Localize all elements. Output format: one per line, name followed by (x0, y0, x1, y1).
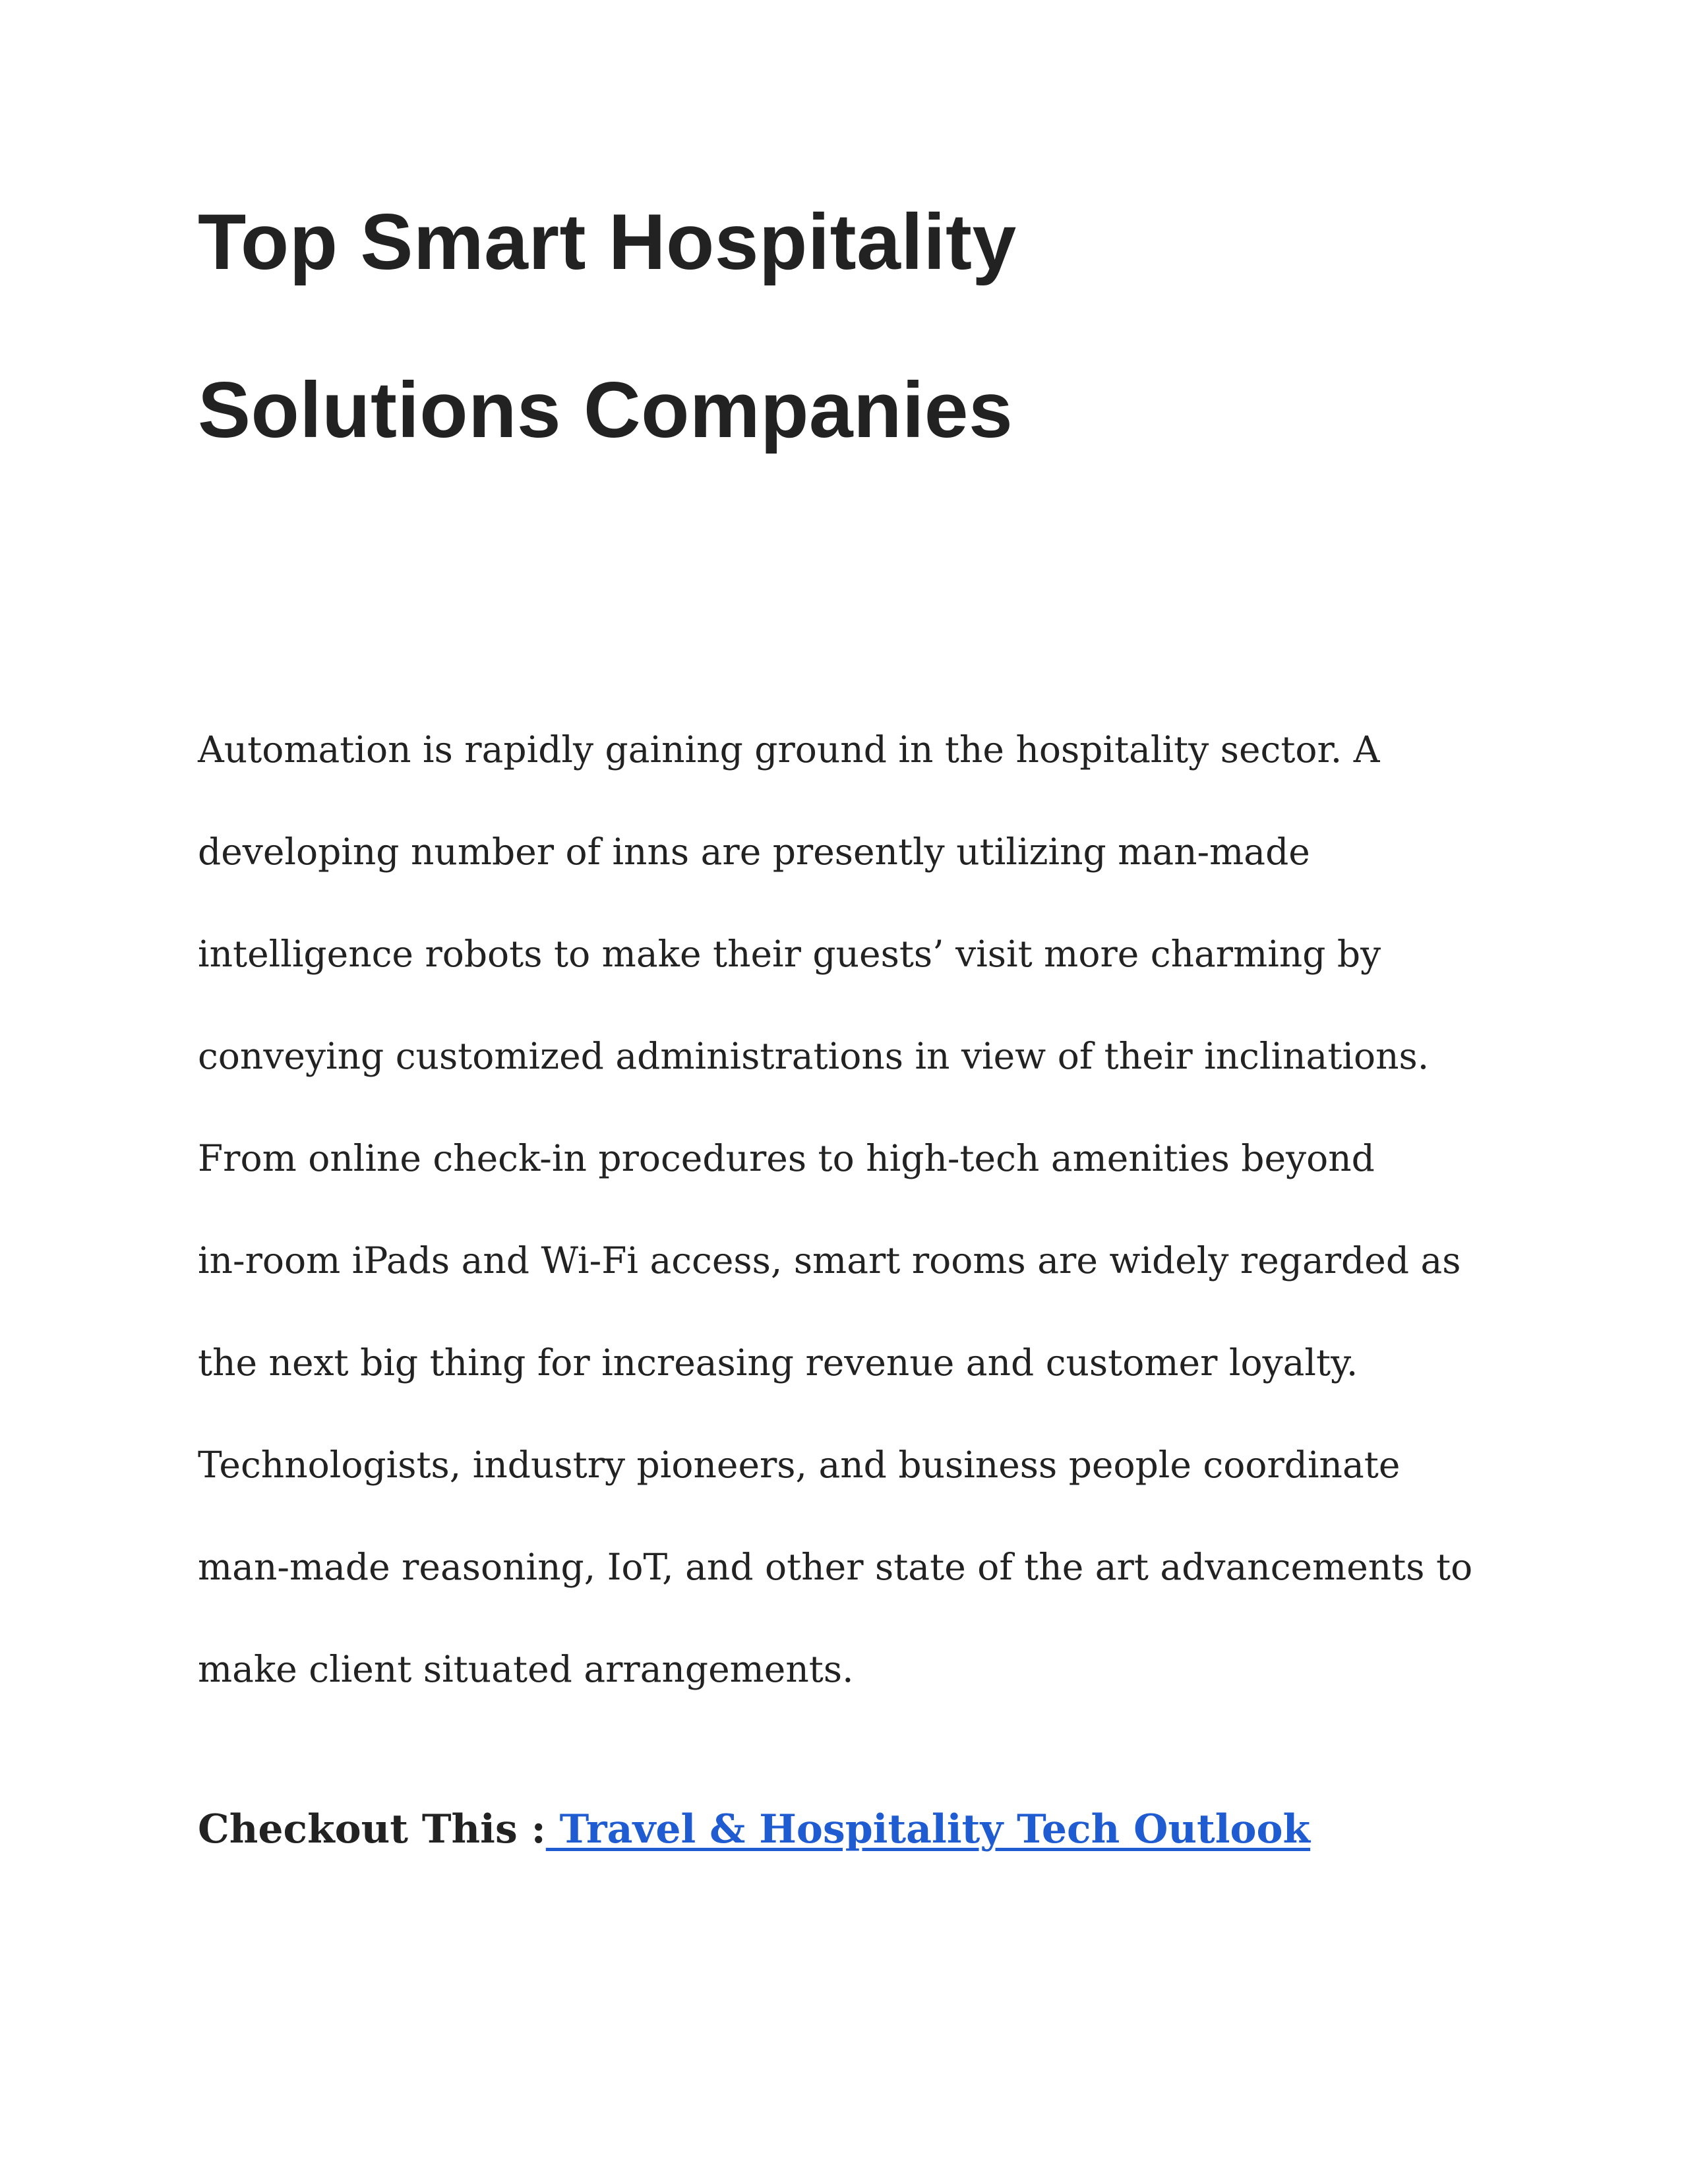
body-line: From online check-in procedures to high-tech amenities beyond (198, 1137, 1375, 1179)
body-line: man-made reasoning, IoT, and other state of the art advancements to (198, 1546, 1473, 1588)
body-line: Automation is rapidly gaining ground in the hospitality sector. A (198, 728, 1380, 771)
checkout-label: Checkout This : (198, 1806, 546, 1852)
body-paragraph (198, 699, 1472, 1721)
body-line: the next big thing for increasing revenue and customer loyalty. (198, 1342, 1358, 1384)
body-line: intelligence robots to make their guests’ visit more charming by (198, 933, 1381, 975)
title-line-2: Solutions Companies (198, 366, 1013, 454)
body-line: Technologists, industry pioneers, and business people coordinate (198, 1444, 1401, 1486)
checkout-line (198, 1803, 1310, 1856)
checkout-link[interactable]: Travel & Hospitality Tech Outlook (545, 1806, 1311, 1852)
title-line-1: Top Smart Hospitality (198, 198, 1017, 286)
body-line: make client situated arrangements. (198, 1648, 854, 1690)
document-page (198, 0, 1517, 2184)
body-line: conveying customized administrations in view of their inclinations. (198, 1035, 1430, 1077)
page-title (198, 158, 1017, 494)
body-line: developing number of inns are presently utilizing man-made (198, 831, 1310, 873)
body-line: in-room iPads and Wi-Fi access, smart rooms are widely regarded as (198, 1239, 1461, 1282)
